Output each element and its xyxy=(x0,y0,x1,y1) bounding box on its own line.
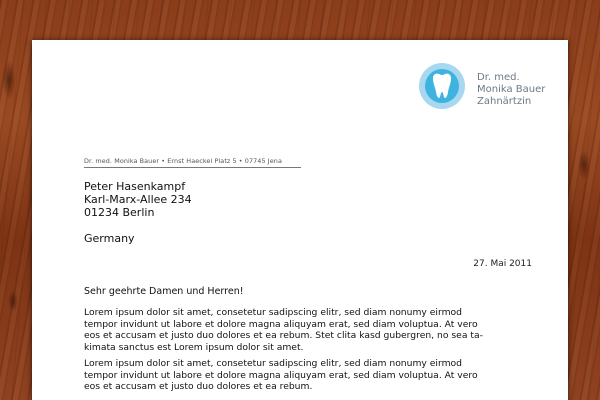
practice-profession: Zahnärtzin xyxy=(477,96,532,107)
paragraph-line: eos et accusam et justo duo dolores et ea rebum. xyxy=(84,381,313,393)
paragraph-line: eos et accusam et justo duo dolores et ea rebum. Stet clita kasd gubergren, no sea ta- xyxy=(84,330,483,342)
practice-title: Dr. med. xyxy=(477,72,520,83)
paragraph-line: Lorem ipsum dolor sit amet, consetetur sadipscing elitr, sed diam nonumy eirmod xyxy=(84,307,462,318)
paragraph-line: Lorem ipsum dolor sit amet, consetetur sadipscing elitr, sed diam nonumy eirmod xyxy=(84,358,462,369)
recipient-country: Germany xyxy=(84,232,135,245)
recipient-address xyxy=(84,180,192,219)
wood-knot xyxy=(2,60,16,100)
tooth-icon xyxy=(418,62,466,110)
practice-name xyxy=(477,72,545,108)
letter-date: 27. Mai 2011 xyxy=(473,259,532,269)
body-paragraph xyxy=(84,358,514,393)
sender-address-line: Dr. med. Monika Bauer • Ernst Haeckel Platz 5 • 07745 Jena xyxy=(84,157,282,165)
recipient-name: Peter Hasenkampf xyxy=(84,180,186,193)
paragraph-line: kimata sanctus est Lorem ipsum dolor sit amet. xyxy=(84,341,304,353)
practice-doctor-name: Monika Bauer xyxy=(477,84,546,95)
wood-knot xyxy=(578,150,590,180)
paragraph-line: tempor invidunt ut labore et dolore magna aliquyam erat, sed diam voluptua. At vero xyxy=(84,369,478,381)
paragraph-line: tempor invidunt ut labore et dolore magna aliquyam erat, sed diam voluptua. At vero xyxy=(84,318,478,330)
salutation: Sehr geehrte Damen und Herren! xyxy=(84,286,244,297)
recipient-city: 01234 Berlin xyxy=(84,206,155,219)
wood-knot xyxy=(8,290,18,312)
letter-paper xyxy=(32,40,568,400)
body-paragraph xyxy=(84,307,514,353)
recipient-street: Karl-Marx-Allee 234 xyxy=(84,193,192,206)
sender-underline xyxy=(84,167,301,168)
